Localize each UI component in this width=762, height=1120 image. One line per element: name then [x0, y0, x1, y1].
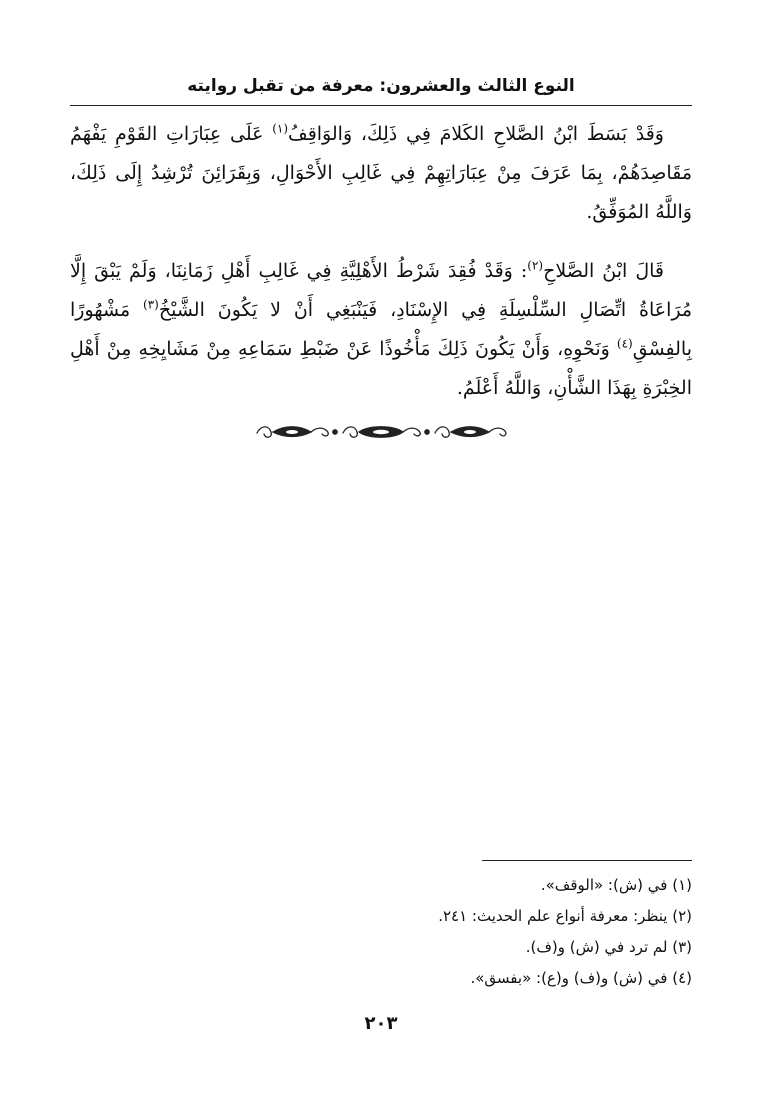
- paragraph-1: [70, 115, 692, 232]
- paragraph-2-text-d: وَنَحْوِهِ، وَأَنْ يَكُونَ ذَلِكَ مَأْخُوذًا عَنْ ضَبْطِ سَمَاعِهِ مِنْ مَشَايِخِهِ مِنْ أَهْلِ الخِبْرَةِ بِهَذَا الشَّأْنِ، وَاللَّهُ أَعْلَمُ.: [70, 338, 692, 399]
- floral-divider-icon: [0, 417, 762, 447]
- header-rule: [70, 105, 692, 106]
- footnote-ref-3[interactable]: (٣): [143, 297, 159, 312]
- main-text: [70, 115, 692, 428]
- footnote-ref-4[interactable]: (٤): [616, 336, 633, 351]
- footnote-4: (٤) في (ش) و(ف) و(ع): «بفسق».: [470, 969, 692, 987]
- paragraph-1-text-b: عَلَى عِبَارَاتِ القَوْمِ يَفْهَمُ مَقَاصِدَهُمْ، بِمَا عَرَفَ مِنْ عِبَارَاتِهِمْ فِي غَالِبِ الأَحْوَالِ، وَبِقَرَائِنَ تُرْشِدُ إِلَى ذَلِكَ، وَاللَّهُ المُوَفِّقُ.: [70, 123, 692, 223]
- paragraph-2-text-a: قَالَ ابْنُ الصَّلاحِ: [543, 260, 664, 282]
- ornament-graphic: [251, 419, 511, 445]
- paragraph-2-text-c: مَشْهُورًا بِالفِسْقِ: [70, 299, 692, 360]
- paragraph-2: [70, 252, 692, 408]
- footnote-2: (٢) ينظر: معرفة أنواع علم الحديث: ٢٤١.: [438, 907, 692, 925]
- footnote-ref-1[interactable]: (١): [272, 121, 289, 136]
- footnote-3: (٣) لم ترد في (ش) و(ف).: [525, 938, 692, 956]
- footnote-rule: [482, 860, 692, 861]
- paragraph-1-text-a: وَقَدْ بَسَطَ ابْنُ الصَّلاحِ الكَلامَ فِي ذَلِكَ، وَالوَاقِفُ: [288, 123, 664, 145]
- footnotes: [70, 870, 692, 994]
- footnote-ref-2[interactable]: (٢): [527, 258, 544, 273]
- running-header: النوع الثالث والعشرون: معرفة من تقبل روايته: [187, 76, 575, 96]
- footnote-1: (١) في (ش): «الوقف».: [540, 876, 692, 894]
- page-number: ٢٠٣: [364, 1013, 398, 1034]
- paragraph-2-text-b: : وَقَدْ فُقِدَ شَرْطُ الأَهْلِيَّةِ فِي غَالِبِ أَهْلِ زَمَانِنَا، وَلَمْ يَبْقَ إِلَّا مُرَاعَاةُ اتِّصَالِ السِّلْسِلَةِ فِي الإِسْنَادِ، فَيَنْبَغِي أَنْ لا يَكُونَ الشَّيْخُ: [70, 260, 693, 321]
